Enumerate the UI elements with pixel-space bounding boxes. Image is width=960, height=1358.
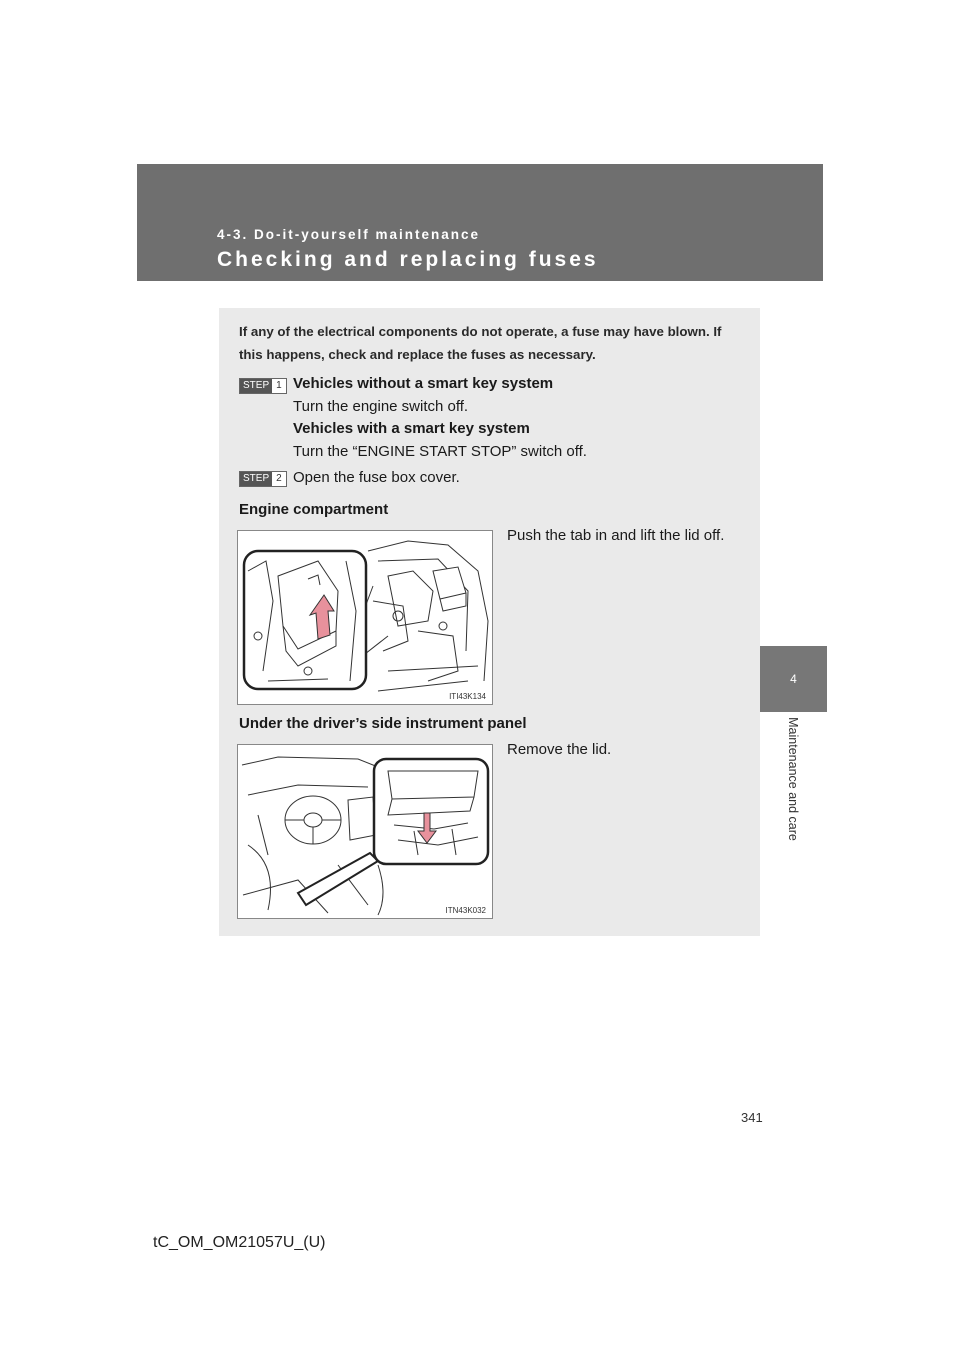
step-2-badge-number: 2 [276,473,282,484]
document-code: tC_OM_OM21057U_(U) [153,1234,326,1251]
step-1-text-a: Turn the engine switch off. [293,398,469,415]
page-number: 341 [741,1110,763,1125]
step-2-text: Open the fuse box cover. [293,469,460,486]
section-label: 4-3. Do-it-yourself maintenance [217,227,481,242]
engine-compartment-heading: Engine compartment [239,501,389,518]
step-1-heading-b: Vehicles with a smart key system [293,420,530,437]
step-1-badge-label: STEP [240,379,272,393]
instrument-panel-heading: Under the driver’s side instrument panel [239,715,527,732]
engine-compartment-illustration [238,531,492,704]
step-1-badge-number: 1 [276,380,282,391]
instrument-panel-instruction: Remove the lid. [507,741,612,758]
figure-code: ITN43K032 [445,906,486,915]
step-1-badge [239,378,287,394]
step-2-badge-label: STEP [240,472,272,486]
step-2-badge [239,471,287,487]
engine-compartment-figure [237,530,493,705]
chapter-name: Maintenance and care [786,717,800,841]
engine-compartment-instruction: Push the tab in and lift the lid off. [507,527,725,544]
content-box [219,308,760,936]
page-title: Checking and replacing fuses [217,248,599,271]
instrument-panel-illustration [238,745,492,918]
chapter-tab[interactable]: 4 [760,646,827,712]
intro-text: If any of the electrical components do not operate, a fuse may have blown. If this happens, check and replace the fuses as necessary. [239,324,722,362]
instrument-panel-figure [237,744,493,919]
step-1-heading-a: Vehicles without a smart key system [293,375,554,392]
figure-code: ITI43K134 [449,692,486,701]
step-1-text-b: Turn the “ENGINE START STOP” switch off. [293,443,587,460]
page-header [137,164,823,281]
